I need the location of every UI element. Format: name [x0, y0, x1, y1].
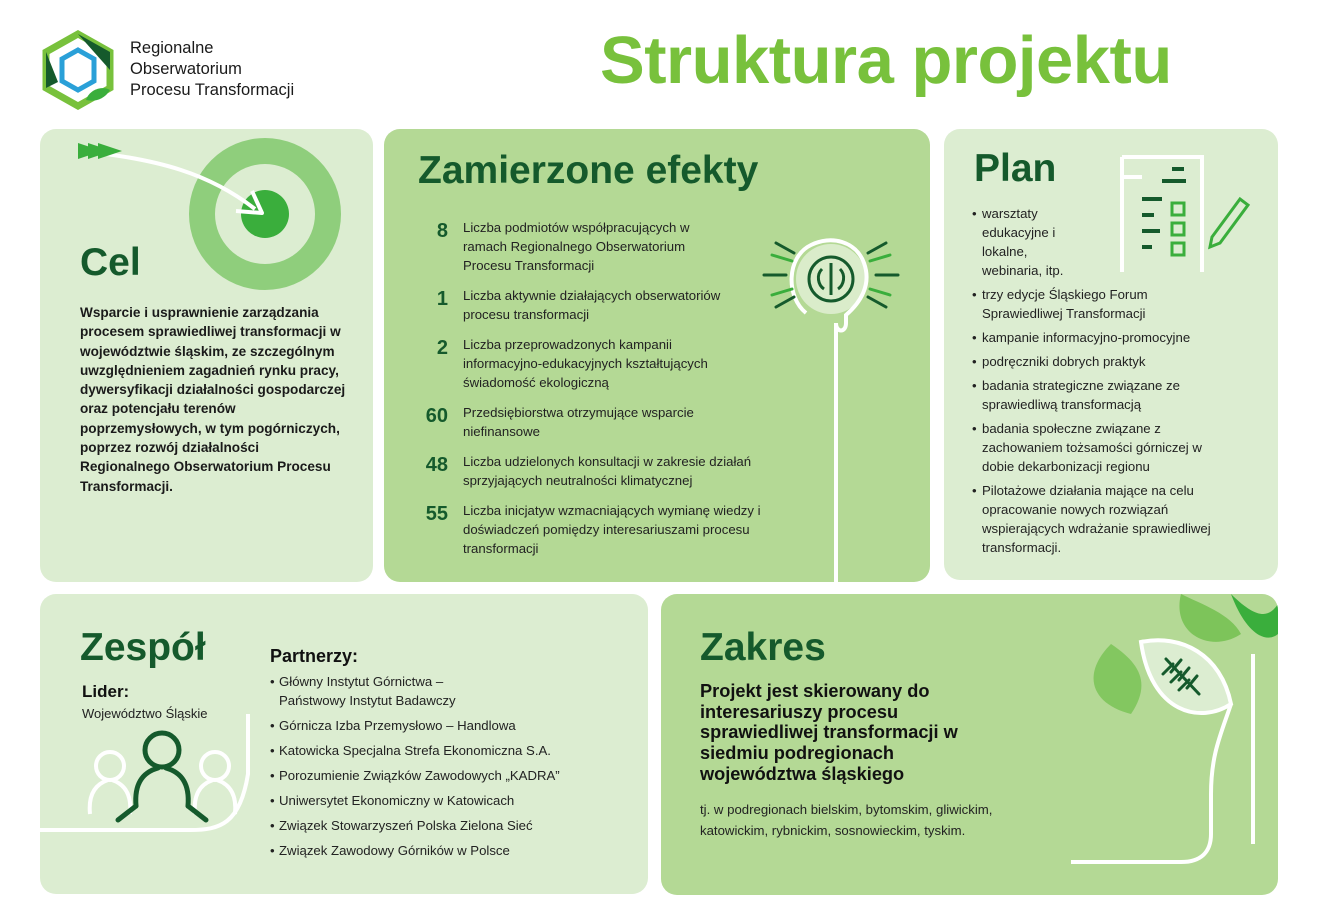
plan-item: • badania społeczne związane z zachowaniem tożsamości górniczej w dobie dekarbonizacji regionu	[972, 419, 1222, 476]
efekt-item	[412, 286, 792, 324]
plan-list	[972, 204, 1272, 562]
zakres-panel	[661, 594, 1278, 895]
efekt-number: 60	[425, 405, 448, 427]
plan-item: • trzy edycje Śląskiego Forum Sprawiedliwej Transformacji	[972, 285, 1222, 323]
efekt-text: Liczba aktywnie działających obserwatoriów procesu transformacji	[463, 288, 721, 322]
efekt-number: 48	[425, 454, 448, 476]
efekt-item	[412, 403, 792, 441]
efekt-number: 55	[425, 503, 448, 525]
lider-label: Lider:	[82, 682, 130, 701]
efekt-number: 8	[436, 220, 448, 242]
efekty-heading: Zamierzone efekty	[418, 149, 759, 192]
cel-heading: Cel	[80, 241, 141, 284]
partner-item: • Porozumienie Związków Zawodowych „KADRA”	[270, 766, 630, 785]
efekt-text: Liczba przeprowadzonych kampanii informacyjno-edukacyjnych kształtujących świadomość ekologiczną	[463, 337, 708, 390]
zakres-heading: Zakres	[700, 626, 826, 669]
zespol-heading: Zespół	[80, 626, 206, 669]
logo-text	[130, 38, 294, 101]
partner-item: • Górnicza Izba Przemysłowo – Handlowa	[270, 716, 630, 735]
partners-title: Partnerzy:	[270, 646, 359, 666]
partner-item: • Uniwersytet Ekonomiczny w Katowicach	[270, 791, 630, 810]
plan-item: • Pilotażowe działania mające na celu opracowanie nowych rozwiązań wspierających wdrażanie sprawiedliwej transformacji.	[972, 481, 1252, 557]
zakres-body: Projekt jest skierowany do interesariuszy procesu sprawiedliwej transformacji w siedmiu podregionach województwa śląskiego	[700, 681, 958, 784]
efekt-number: 2	[436, 337, 448, 359]
efekt-number: 1	[436, 288, 448, 310]
page-title: Struktura projektu	[600, 23, 1172, 98]
efekt-item	[412, 501, 792, 558]
logo-line-3: Procesu Transformacji	[130, 81, 295, 99]
efekt-text: Liczba inicjatyw wzmacniających wymianę wiedzy i doświadczeń pomiędzy interesariuszami procesu transformacji	[463, 503, 761, 556]
partner-item: • Związek Zawodowy Górników w Polsce	[270, 841, 630, 860]
efekty-list	[412, 218, 792, 569]
efekt-item	[412, 452, 792, 490]
plan-heading: Plan	[974, 147, 1057, 190]
efekt-text: Liczba podmiotów współpracujących w ramach Regionalnego Obserwatorium Procesu Transformacji	[463, 220, 690, 273]
efekt-text: Liczba udzielonych konsultacji w zakresie działań sprzyjających neutralności klimatycznej	[463, 454, 752, 488]
partner-item: • Główny Instytut Górnictwa – Państwowy Instytut Badawczy	[270, 672, 470, 710]
efekty-panel	[384, 129, 930, 582]
partner-item: • Związek Stowarzyszeń Polska Zielona Sieć	[270, 816, 630, 835]
plan-item: • podręczniki dobrych praktyk	[972, 352, 1272, 371]
efekt-text: Przedsiębiorstwa otrzymujące wsparcie niefinansowe	[463, 405, 694, 439]
plan-item: • kampanie informacyjno-promocyjne	[972, 328, 1272, 347]
cel-panel	[40, 129, 373, 582]
lider-value: Województwo Śląskie	[82, 706, 208, 721]
logo-line-1: Regionalne	[130, 39, 214, 57]
zakres-note: tj. w podregionach bielskim, bytomskim, gliwickim, katowickim, rybnickim, sosnowieckim, tyskim.	[700, 802, 993, 838]
cel-body: Wsparcie i usprawnienie zarządzania procesem sprawiedliwej transformacji w województwie śląskim, ze szczególnym uwzględnieniem zagadnień rynku pracy, dywersyfikacji działalności gospodarczej oraz potencjału terenów poprzemysłowych, w tym pogórniczych, poprzez rozwój działalności Regionalnego Obserwatorium Procesu Transformacji.	[80, 305, 346, 494]
logo-icon	[38, 30, 118, 110]
efekt-item	[412, 335, 792, 392]
people-icon	[40, 714, 290, 894]
lightbulb-brain-icon	[756, 205, 916, 582]
plan-item: • badania strategiczne związane ze sprawiedliwą transformacją	[972, 376, 1202, 414]
logo-line-2: Obserwatorium	[130, 60, 242, 78]
efekt-item	[412, 218, 792, 275]
plan-item: • warsztaty edukacyjne i lokalne, webinaria, itp.	[972, 204, 1082, 280]
leaf-icon	[1071, 594, 1278, 895]
partners-list	[270, 672, 630, 866]
partner-item: • Katowicka Specjalna Strefa Ekonomiczna S.A.	[270, 741, 630, 760]
plan-panel	[944, 129, 1278, 580]
zespol-panel	[40, 594, 648, 894]
